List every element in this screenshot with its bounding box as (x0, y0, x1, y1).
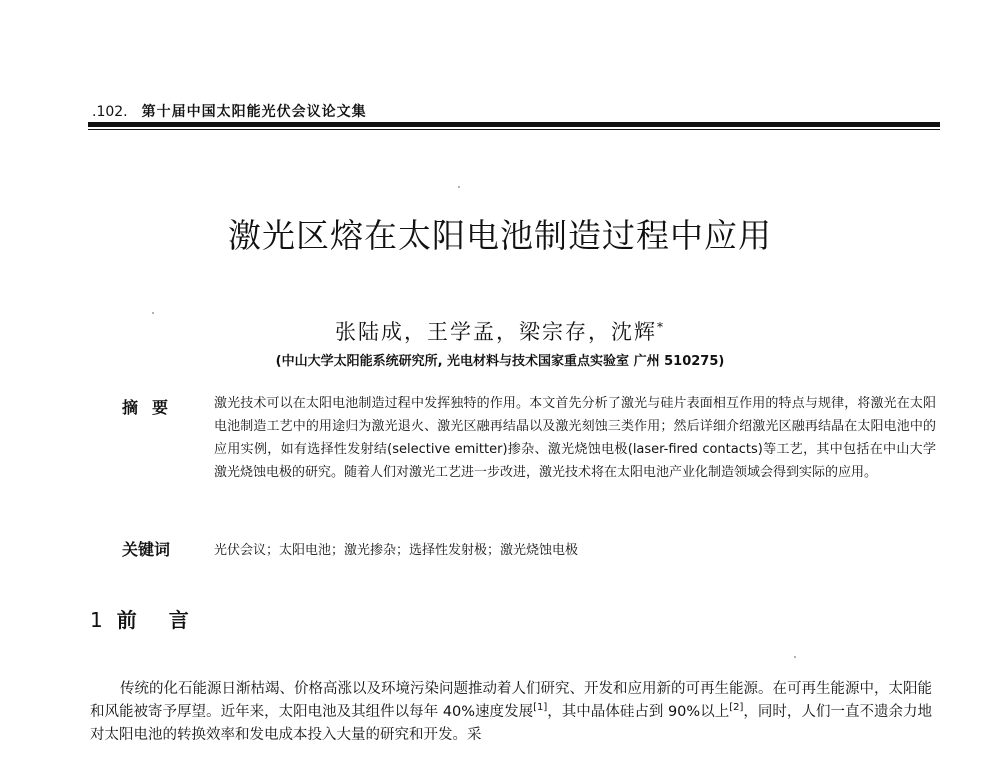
abstract-text: 激光技术可以在太阳电池制造过程中发挥独特的作用。本文首先分析了激光与硅片表面相互作用的特点与规律，将激光在太阳电池制造工艺中的用途归为激光退火、激光区融再结晶以及激光刻蚀三类作用；然后详细介绍激光区融再结晶在太阳电池中的应用实例，如有选择性发射结(selective emitter)掺杂、激光烧蚀电极(laser-fired contacts)等工艺，其中包括在中山大学激光烧蚀电极的研究。随着人们对激光工艺进一步改进，激光技术将在太阳电池产业化制造领域会得到实际的应用。 (214, 396, 936, 480)
running-head (92, 101, 367, 121)
section-heading (90, 604, 221, 633)
author-list (0, 316, 1000, 346)
scan-speck (152, 312, 154, 314)
body-text-part: ，同时，人们一直不遗余力地对太阳电池的转换效率和发电成本投入大量的研究和开发。采 (90, 704, 932, 743)
body-paragraph (90, 678, 932, 747)
corresponding-author-mark: * (657, 320, 665, 334)
proceedings-title: 第十届中国太阳能光伏会议论文集 (141, 104, 367, 120)
page-number: .102. (92, 104, 128, 120)
header-rule-thin (88, 129, 940, 130)
affiliation: (中山大学太阳能系统研究所, 光电材料与技术国家重点实验室 广州 510275) (275, 354, 725, 369)
paper-title: 激光区熔在太阳电池制造过程中应用 (228, 216, 772, 255)
section-title: 前言 (116, 608, 221, 632)
keywords-label: 关键词 (122, 540, 171, 559)
body-text-part: ，其中晶体硅占到 90%以上 (547, 704, 730, 720)
header-rule-thick (88, 122, 940, 127)
citation-ref: [1] (533, 702, 548, 714)
citation-ref: [2] (729, 702, 744, 714)
abstract-label: 摘要 (122, 398, 183, 417)
section-number: 1 (90, 608, 103, 632)
body-text-part: 传统的化石能源日渐枯竭、价格高涨以及环境污染问题推动着人们研究、开发和应用新的可再生能源。在可再生能源中，太阳能和风能被寄予厚望。近年来，太阳电池及其组件以每年 40%速度发展 (90, 681, 932, 720)
scan-speck (794, 656, 796, 658)
scan-speck (458, 186, 460, 188)
keywords-text: 光伏会议；太阳电池；激光掺杂；选择性发射极；激光烧蚀电极 (214, 543, 579, 558)
author-names: 张陆成，王学孟，梁宗存，沈辉 (335, 320, 657, 344)
